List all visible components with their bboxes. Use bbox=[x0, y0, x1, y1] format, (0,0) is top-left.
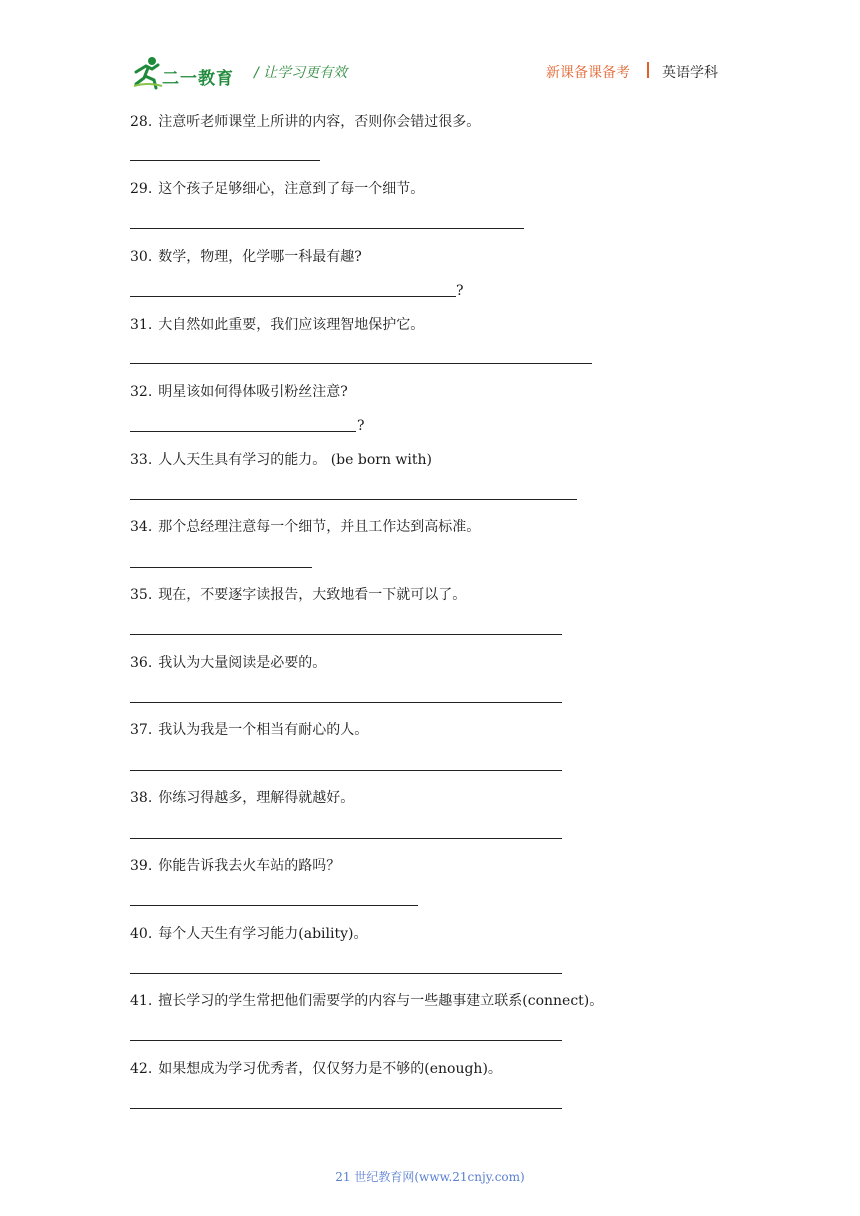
question-number: 34. bbox=[130, 519, 153, 535]
page-header bbox=[0, 0, 860, 100]
question-number: 40. bbox=[130, 926, 153, 942]
answer-line-36[interactable] bbox=[130, 702, 562, 703]
question-34 bbox=[130, 518, 480, 536]
question-38 bbox=[130, 789, 354, 807]
question-37 bbox=[130, 721, 368, 739]
logo-text: 二一教育 bbox=[162, 69, 234, 89]
runner-logo-icon bbox=[132, 56, 166, 90]
question-text: 明星该如何得体吸引粉丝注意? bbox=[158, 384, 348, 400]
question-number: 38. bbox=[130, 790, 153, 806]
answer-line-34[interactable] bbox=[130, 567, 312, 568]
question-number: 39. bbox=[130, 858, 153, 874]
answer-line-40[interactable] bbox=[130, 973, 562, 974]
answer-line-39[interactable] bbox=[130, 905, 418, 906]
question-number: 37. bbox=[130, 722, 153, 738]
header-divider bbox=[647, 62, 649, 78]
question-36 bbox=[130, 654, 326, 672]
question-41 bbox=[130, 992, 603, 1010]
question-30 bbox=[130, 248, 362, 266]
question-text: 你练习得越多，理解得就越好。 bbox=[158, 790, 355, 806]
course-label: 新课备课备考 bbox=[546, 65, 630, 81]
answer-line-31[interactable] bbox=[130, 363, 592, 364]
question-number: 36. bbox=[130, 655, 153, 671]
answer-line-28[interactable] bbox=[130, 160, 320, 161]
question-number: 31. bbox=[130, 317, 153, 333]
question-text: 如果想成为学习优秀者，仅仅努力是不够的(enough)。 bbox=[158, 1061, 502, 1077]
answer-line-41[interactable] bbox=[130, 1040, 562, 1041]
question-39 bbox=[130, 857, 340, 875]
answer-line-32[interactable] bbox=[130, 431, 356, 432]
answer-line-33[interactable] bbox=[130, 499, 577, 500]
question-number: 29. bbox=[130, 181, 153, 197]
question-text: 注意听老师课堂上所讲的内容，否则你会错过很多。 bbox=[158, 114, 481, 130]
question-mark: ? bbox=[456, 283, 464, 299]
question-text: 每个人天生有学习能力(ability)。 bbox=[158, 926, 368, 942]
question-number: 35. bbox=[130, 587, 153, 603]
question-mark: ? bbox=[357, 418, 365, 434]
subject-label: 英语学科 bbox=[662, 65, 718, 81]
question-42 bbox=[130, 1060, 502, 1078]
question-number: 41. bbox=[130, 993, 153, 1009]
question-31 bbox=[130, 316, 424, 334]
question-35 bbox=[130, 586, 466, 604]
question-text: 现在，不要逐字读报告，大致地看一下就可以了。 bbox=[158, 587, 467, 603]
question-text: 你能告诉我去火车站的路吗？ bbox=[158, 858, 341, 874]
question-29 bbox=[130, 180, 424, 198]
question-text: 那个总经理注意每一个细节，并且工作达到高标准。 bbox=[158, 519, 481, 535]
question-text: 这个孩子足够细心，注意到了每一个细节。 bbox=[158, 181, 425, 197]
question-28 bbox=[130, 113, 480, 131]
answer-line-38[interactable] bbox=[130, 838, 562, 839]
answer-line-42[interactable] bbox=[130, 1108, 562, 1109]
question-text: 我认为我是一个相当有耐心的人。 bbox=[158, 722, 369, 738]
question-number: 28. bbox=[130, 114, 153, 130]
question-text: 数学，物理，化学哪一科最有趣? bbox=[158, 249, 362, 265]
question-32 bbox=[130, 383, 348, 401]
page-footer[interactable]: 21 世纪教育网(www.21cnjy.com) bbox=[335, 1170, 525, 1184]
question-text: 擅长学习的学生常把他们需要学的内容与一些趣事建立联系(connect)。 bbox=[158, 993, 604, 1009]
slogan: / 让学习更有效 bbox=[254, 65, 348, 81]
question-text: 我认为大量阅读是必要的。 bbox=[158, 655, 327, 671]
answer-line-37[interactable] bbox=[130, 770, 562, 771]
question-text: 大自然如此重要，我们应该理智地保护它。 bbox=[158, 317, 425, 333]
question-text: 人人天生具有学习的能力。 (be born with) bbox=[158, 452, 432, 468]
question-40 bbox=[130, 925, 367, 943]
answer-line-30[interactable] bbox=[130, 296, 456, 297]
answer-line-29[interactable] bbox=[130, 228, 524, 229]
question-number: 42. bbox=[130, 1061, 153, 1077]
answer-line-35[interactable] bbox=[130, 634, 562, 635]
logo bbox=[132, 56, 240, 90]
question-33 bbox=[130, 451, 432, 469]
question-number: 33. bbox=[130, 452, 153, 468]
question-number: 30. bbox=[130, 249, 153, 265]
question-number: 32. bbox=[130, 384, 153, 400]
